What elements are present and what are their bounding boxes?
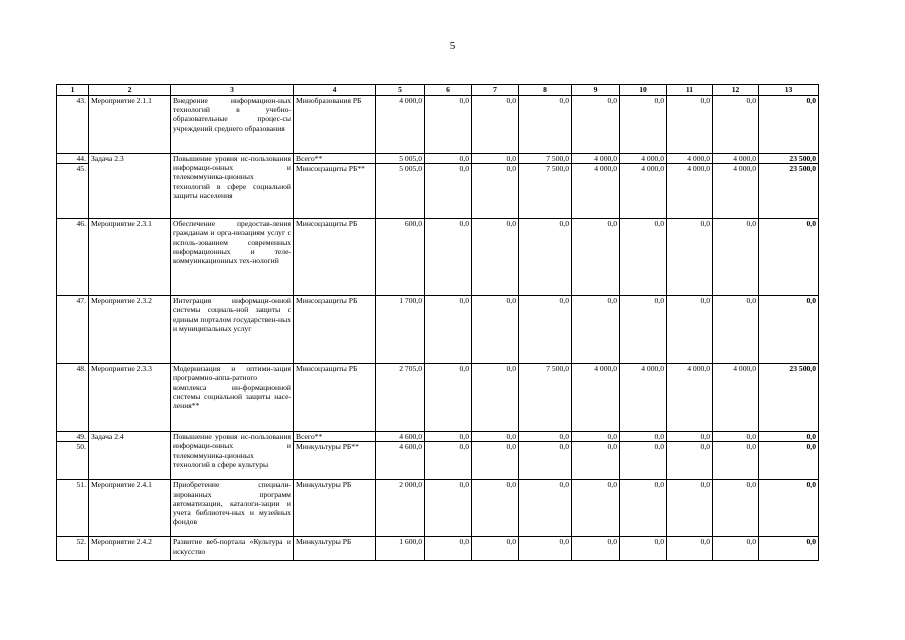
value-col-5: 5 005,0: [376, 154, 425, 164]
table-body: [57, 96, 819, 561]
value-col-11: 0,0: [667, 219, 713, 296]
value-col-8: 0,0: [519, 442, 572, 480]
value-col-13: 0,0: [759, 219, 819, 296]
value-col-13: 23 500,0: [759, 164, 819, 219]
column-header: 10: [620, 85, 667, 96]
item-description: Интеграция информаци-онной системы социаль-ной защиты с единым порталом государствен-ных и муниципальных услуг: [171, 296, 294, 364]
value-col-5: 5 005,0: [376, 164, 425, 219]
table-row: [57, 364, 819, 432]
row-number: 52.: [57, 537, 89, 561]
value-col-7: 0,0: [472, 154, 519, 164]
value-col-7: 0,0: [472, 537, 519, 561]
item-name: Мероприятие 2.3.2: [89, 296, 171, 364]
value-col-6: 0,0: [425, 96, 472, 154]
column-header: 5: [376, 85, 425, 96]
table-row: [57, 154, 819, 164]
executor: Минкультуры РБ: [294, 480, 376, 537]
item-description: Повышение уровня ис-пользования информаци-онных и телекоммуника-ционных технологий в сфере социальной защиты населения: [171, 154, 294, 219]
value-col-6: 0,0: [425, 442, 472, 480]
value-col-11: 0,0: [667, 96, 713, 154]
column-header: 4: [294, 85, 376, 96]
row-number: 45.: [57, 164, 89, 219]
value-col-13: 0,0: [759, 537, 819, 561]
item-description: Модернизация и оптими-зация программно-аппа-ратного комплекса ин-формационной системы социальной защиты насе-ления**: [171, 364, 294, 432]
row-number: 50.: [57, 442, 89, 480]
executor: Всего**: [294, 432, 376, 442]
value-col-9: 0,0: [572, 96, 620, 154]
value-col-11: 4 000,0: [667, 364, 713, 432]
column-header: 7: [472, 85, 519, 96]
value-col-5: 2 000,0: [376, 480, 425, 537]
value-col-8: 0,0: [519, 480, 572, 537]
value-col-13: 0,0: [759, 96, 819, 154]
value-col-7: 0,0: [472, 442, 519, 480]
page-number: 5: [449, 40, 456, 52]
value-col-9: 4 000,0: [572, 164, 620, 219]
item-description: Приобретение специали-зированных программ автоматизации, каталоги-зации и учета библиотеч-ных и музейных фондов: [171, 480, 294, 537]
budget-table: [56, 84, 819, 561]
value-col-10: 0,0: [620, 96, 667, 154]
item-description: Внедрение информацион-ных технологий в учебно-образовательные процес-сы учреждений среднего образования: [171, 96, 294, 154]
value-col-9: 0,0: [572, 537, 620, 561]
row-number: 51.: [57, 480, 89, 537]
row-number: 43.: [57, 96, 89, 154]
value-col-6: 0,0: [425, 154, 472, 164]
value-col-5: 2 705,0: [376, 364, 425, 432]
value-col-7: 0,0: [472, 480, 519, 537]
value-col-6: 0,0: [425, 296, 472, 364]
value-col-5: 4 600,0: [376, 432, 425, 442]
item-name: Мероприятие 2.3.3: [89, 364, 171, 432]
table-row: [57, 296, 819, 364]
value-col-6: 0,0: [425, 219, 472, 296]
value-col-5: 4 000,0: [376, 96, 425, 154]
row-number: 47.: [57, 296, 89, 364]
value-col-10: 4 000,0: [620, 164, 667, 219]
item-name: Мероприятие 2.4.1: [89, 480, 171, 537]
value-col-6: 0,0: [425, 164, 472, 219]
value-col-12: 0,0: [713, 480, 759, 537]
value-col-10: 0,0: [620, 219, 667, 296]
value-col-7: 0,0: [472, 96, 519, 154]
value-col-10: 0,0: [620, 432, 667, 442]
executor: Минкультуры РБ: [294, 537, 376, 561]
value-col-8: 7 500,0: [519, 164, 572, 219]
executor: Минсоцзащиты РБ**: [294, 164, 376, 219]
item-description: Развитие веб-портала «Культура и искусство: [171, 537, 294, 561]
value-col-9: 0,0: [572, 480, 620, 537]
value-col-11: 4 000,0: [667, 154, 713, 164]
value-col-9: 4 000,0: [572, 154, 620, 164]
executor: Минсоцзащиты РБ: [294, 296, 376, 364]
executor: Минсоцзащиты РБ: [294, 219, 376, 296]
item-description: Обеспечение предостав-ления гражданам и орга-низациям услуг с исполь-зованием современных информационных и теле-коммуникационных тех-нологий: [171, 219, 294, 296]
value-col-7: 0,0: [472, 364, 519, 432]
value-col-8: 0,0: [519, 296, 572, 364]
item-description: Повышение уровня ис-пользования информаци-онных и телекоммуника-ционных технологий в сфере культуры: [171, 432, 294, 480]
item-name: Мероприятие 2.4.2: [89, 537, 171, 561]
row-number: 48.: [57, 364, 89, 432]
value-col-9: 0,0: [572, 219, 620, 296]
value-col-13: 0,0: [759, 442, 819, 480]
column-header: 3: [171, 85, 294, 96]
value-col-11: 0,0: [667, 296, 713, 364]
column-header: 12: [713, 85, 759, 96]
column-header: 6: [425, 85, 472, 96]
value-col-13: 0,0: [759, 432, 819, 442]
item-name: Задача 2.4: [89, 432, 171, 480]
value-col-8: 0,0: [519, 537, 572, 561]
value-col-12: 0,0: [713, 432, 759, 442]
item-name: Мероприятие 2.3.1: [89, 219, 171, 296]
table-row: [57, 432, 819, 442]
row-number: 44.: [57, 154, 89, 164]
value-col-8: 0,0: [519, 219, 572, 296]
value-col-12: 0,0: [713, 96, 759, 154]
table-row: [57, 219, 819, 296]
table-row: [57, 537, 819, 561]
value-col-11: 0,0: [667, 480, 713, 537]
value-col-5: 1 600,0: [376, 537, 425, 561]
value-col-12: 4 000,0: [713, 164, 759, 219]
value-col-9: 0,0: [572, 296, 620, 364]
value-col-6: 0,0: [425, 537, 472, 561]
table-row: [57, 96, 819, 154]
value-col-7: 0,0: [472, 219, 519, 296]
value-col-6: 0,0: [425, 432, 472, 442]
column-header: 8: [519, 85, 572, 96]
value-col-9: 0,0: [572, 442, 620, 480]
value-col-11: 0,0: [667, 442, 713, 480]
table-row: [57, 480, 819, 537]
value-col-5: 4 600,0: [376, 442, 425, 480]
item-name: Мероприятие 2.1.1: [89, 96, 171, 154]
value-col-10: 4 000,0: [620, 154, 667, 164]
value-col-7: 0,0: [472, 432, 519, 442]
value-col-5: 1 700,0: [376, 296, 425, 364]
value-col-12: 0,0: [713, 296, 759, 364]
value-col-7: 0,0: [472, 164, 519, 219]
value-col-6: 0,0: [425, 480, 472, 537]
value-col-10: 0,0: [620, 537, 667, 561]
value-col-13: 0,0: [759, 296, 819, 364]
column-header: 9: [572, 85, 620, 96]
value-col-9: 0,0: [572, 432, 620, 442]
row-number: 49.: [57, 432, 89, 442]
value-col-13: 0,0: [759, 480, 819, 537]
executor: Минсоцзащиты РБ: [294, 364, 376, 432]
value-col-11: 0,0: [667, 537, 713, 561]
column-header: 13: [759, 85, 819, 96]
value-col-13: 23 500,0: [759, 154, 819, 164]
value-col-12: 0,0: [713, 219, 759, 296]
column-header: 2: [89, 85, 171, 96]
executor: Минкультуры РБ**: [294, 442, 376, 480]
value-col-10: 4 000,0: [620, 364, 667, 432]
row-number: 46.: [57, 219, 89, 296]
header-row: [57, 85, 819, 96]
value-col-7: 0,0: [472, 296, 519, 364]
value-col-6: 0,0: [425, 364, 472, 432]
column-header: 11: [667, 85, 713, 96]
value-col-9: 4 000,0: [572, 364, 620, 432]
item-name: Задача 2.3: [89, 154, 171, 219]
value-col-8: 7 500,0: [519, 154, 572, 164]
value-col-8: 0,0: [519, 432, 572, 442]
value-col-8: 0,0: [519, 96, 572, 154]
value-col-10: 0,0: [620, 296, 667, 364]
value-col-11: 4 000,0: [667, 164, 713, 219]
value-col-11: 0,0: [667, 432, 713, 442]
value-col-10: 0,0: [620, 442, 667, 480]
executor: Всего**: [294, 154, 376, 164]
value-col-13: 23 500,0: [759, 364, 819, 432]
value-col-10: 0,0: [620, 480, 667, 537]
value-col-12: 4 000,0: [713, 154, 759, 164]
column-header: 1: [57, 85, 89, 96]
value-col-5: 600,0: [376, 219, 425, 296]
executor: Минобразования РБ: [294, 96, 376, 154]
value-col-12: 0,0: [713, 442, 759, 480]
value-col-12: 0,0: [713, 537, 759, 561]
value-col-12: 4 000,0: [713, 364, 759, 432]
value-col-8: 7 500,0: [519, 364, 572, 432]
